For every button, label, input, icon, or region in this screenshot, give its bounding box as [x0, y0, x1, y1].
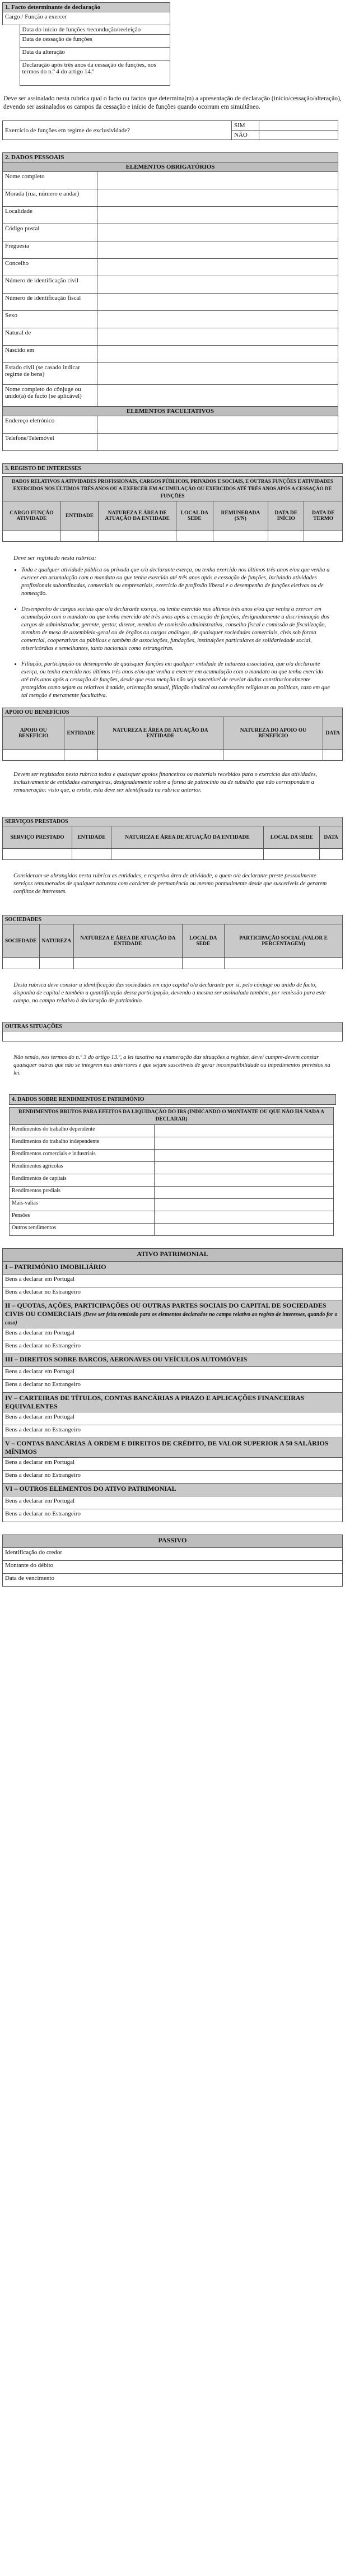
ativo-section — [3, 1300, 343, 1328]
facto-table — [2, 2, 170, 86]
passivo-row[interactable]: Montante do débito — [3, 1561, 343, 1574]
registo-lead: Deve ser registado nesta rubrica: — [13, 555, 97, 561]
rendimento-label: Rendimentos de capitais — [10, 1174, 155, 1187]
outras-note: Não sendo, nos termos do n.º 3 do artigo 13.º, a lei taxativa na enumeração das situações a registar, deve/ cumpre-devem constar quaisquer outras que não se integrem nas anteriores e que sejam suscetíveis de gerar incompatibilidade ou impedimentos previstos na lei. — [13, 1054, 330, 1076]
ativo-section: IV – CARTEIRAS DE TÍTULOS, CONTAS BANCÁRIAS A PRAZO E APLICAÇÕES FINANCEIRAS EQUIVALENTES — [3, 1393, 343, 1412]
ativo-title: ATIVO PATRIMONIAL — [3, 1249, 343, 1262]
ativo-row[interactable]: Bens a declarar em Portugal — [3, 1496, 343, 1509]
ativo-row[interactable]: Bens a declarar no Estrangeiro — [3, 1341, 343, 1354]
rendimento-label: Mais-valias — [10, 1199, 155, 1211]
field-label: Código postal — [3, 224, 97, 241]
field-input[interactable] — [97, 224, 338, 241]
data-alteracao-row: Data da alteração — [20, 48, 170, 61]
ativo-row[interactable]: Bens a declarar em Portugal — [3, 1328, 343, 1341]
field-label: Estado civil (se casado indicar regime de bens) — [3, 363, 97, 385]
bullet-item: • Filiação, participação ou desempenho de quaisquer funções em qualquer entidade de natureza associativa, que o/a declarante exerça, ou tenha exercido nos últimos três anos e/ou que venha a exercer em acumulação com o mandato ou que tenha exercido até três anos após a cessação de funções, desde que essa menção não seja suscetível de revelar dados constitucionalmente protegidos como sejam os relativos à saúde, orientação sexual, filiação sindical ou convicções religiosas ou políticas, caso em que tal menção é meramente facultativa. — [21, 661, 332, 700]
field-input[interactable] — [97, 172, 338, 189]
field-label: Endereço eletrónico — [3, 416, 97, 434]
field-label: Concelho — [3, 259, 97, 276]
passivo-row[interactable]: Data de vencimento — [3, 1574, 343, 1587]
col-header: NATUREZA DO APOIO OU BENEFÍCIO — [223, 717, 323, 750]
col-header: PARTICIPAÇÃO SOCIAL (VALOR E PERCENTAGEM) — [225, 924, 343, 958]
field-input[interactable] — [97, 259, 338, 276]
bullet-item: • Desempenho de cargos sociais que o/a declarante exerça, ou tenha exercido nos últimos três anos e/ou que venha a exercer em acumulação com o mandato ou que tenha exercido até três anos após a cessação de funções, designadamente a discriminação dos cargos de administrador, gerente, gestor, diretor, membro de comissão administrativa, conselho fiscal e comissão de fiscalização, membro de mesa de assembleia-geral ou de órgãos ou cargos análogos, de quaisquer sociedades comerciais, civis sob forma comercial, cooperativas ou públicas e também de associações, fundações, instituições particulares de solidariedade social, misericórdias e semelhantes, tanto nacionais como estrangeiras. — [21, 606, 332, 653]
optional-header: ELEMENTOS FACULTATIVOS — [3, 407, 338, 416]
field-input[interactable] — [97, 434, 338, 451]
ativo-row[interactable]: Bens a declarar no Estrangeiro — [3, 1287, 343, 1300]
ativo-section-note: (Deve ser feita remissão para os elementos declarados no campo relativo ao registo de interesses, quando for o caso) — [5, 1312, 338, 1326]
ativo-section: VI – OUTROS ELEMENTOS DO ATIVO PATRIMONIAL — [3, 1484, 343, 1496]
field-label: Telefone/Telemóvel — [3, 434, 97, 451]
rendimentos-header: RENDIMENTOS BRUTOS PARA EFEITOS DA LIQUIDAÇÃO DO IRS (INDICANDO O MONTANTE OU QUE NÃO HÁ NADA A DECLARAR) — [10, 1108, 334, 1125]
outras-title: OUTRAS SITUAÇÕES — [3, 1022, 343, 1031]
field-input[interactable] — [97, 241, 338, 259]
section-title: 1. Facto determinante de declaração — [3, 3, 170, 12]
rendimento-label: Rendimentos agrícolas — [10, 1162, 155, 1174]
servicos-title: SERVIÇOS PRESTADOS — [3, 817, 343, 826]
ativo-row[interactable]: Bens a declarar em Portugal — [3, 1367, 343, 1380]
field-label: Nome completo do cônjuge ou unido(a) de facto (se aplicável) — [3, 385, 97, 407]
field-label: Localidade — [3, 207, 97, 224]
ativo-section-name: II – QUOTAS, AÇÕES, PARTICIPAÇÕES OU OUTRAS PARTES SOCIAIS DO CAPITAL DE SOCIEDADES CIVIS OU COMERCIAIS — [5, 1301, 327, 1318]
field-label: Natural de — [3, 328, 97, 346]
field-label: Número de identificação civil — [3, 276, 97, 294]
section-title: 2. DADOS PESSOAIS — [3, 153, 338, 162]
field-label: Freguesia — [3, 241, 97, 259]
col-header: DATA DE INÍCIO — [268, 501, 304, 531]
sim-checkbox[interactable] — [259, 121, 338, 131]
col-header: NATUREZA E ÁREA DE ATUAÇÃO DA ENTIDADE — [111, 826, 263, 849]
rendimento-label: Outros rendimentos — [10, 1224, 155, 1236]
col-header: ENTIDADE — [72, 826, 111, 849]
field-input[interactable] — [97, 363, 338, 385]
passivo-table — [2, 1535, 343, 1587]
servicos-table — [2, 817, 343, 860]
section-title: 4. DADOS SOBRE RENDIMENTOS E PATRIMÓNIO — [9, 1094, 336, 1105]
sim-label: SIM — [232, 121, 259, 131]
ativo-row[interactable]: Bens a declarar no Estrangeiro — [3, 1509, 343, 1522]
declaration-form — [2, 2, 343, 1587]
col-header: SOCIEDADE — [3, 924, 40, 958]
col-header: CARGO FUNÇÃO ATIVIDADE — [3, 501, 61, 531]
field-input[interactable] — [97, 189, 338, 207]
ativo-table — [2, 1248, 343, 1522]
apoios-title: APOIO OU BENEFÍCIOS — [3, 708, 343, 717]
ativo-row[interactable]: Bens a declarar no Estrangeiro — [3, 1471, 343, 1484]
col-header: NATUREZA E ÁREA DE ATUAÇÃO DA ENTIDADE — [99, 501, 176, 531]
col-header: APOIO OU BENEFÍCIO — [3, 717, 64, 750]
col-header: LOCAL DA SEDE — [264, 826, 320, 849]
field-input[interactable] — [97, 328, 338, 346]
field-input[interactable] — [97, 346, 338, 363]
col-header: NATUREZA — [39, 924, 74, 958]
field-input[interactable] — [97, 311, 338, 328]
col-header: NATUREZA E ÁREA DE ATUAÇÃO DA ENTIDADE — [74, 924, 182, 958]
bullet-item: • Toda e qualquer atividade pública ou privada que o/a declarante exerça, ou tenha exercido nos últimos três anos e/ou que venha a exercer em acumulação com o mandato ou que tenha exercido até três anos após a cessação de funções, incluindo atividades profissionais subordinadas, comerciais ou empresariais, exercício de profissão liberal e o desempenho de funções eletivas ou de nomeação. — [21, 566, 332, 598]
outras-table — [2, 1022, 343, 1041]
sociedades-title: SOCIEDADES — [3, 915, 343, 924]
section-title: 3. REGISTO DE INTERESSES — [2, 463, 343, 474]
cargo-row: Cargo / Função a exercer — [3, 12, 170, 25]
col-header: DATA — [323, 717, 343, 750]
sociedades-note: Desta rubrica deve constar a identificação das sociedades em cujo capital o/a declarante por si, pelo cônjuge ou unido de facto, disponha de capital e também a quantificação dessa participação, devendo a mesma ser assinalada também, por remissão para este campo, no campo relativo à declaração de património. — [13, 982, 326, 1004]
col-header: DATA — [320, 826, 343, 849]
ativo-row[interactable]: Bens a declarar no Estrangeiro — [3, 1380, 343, 1393]
mandatory-header: ELEMENTOS OBRIGATÓRIOS — [3, 162, 338, 172]
field-label: Sexo — [3, 311, 97, 328]
exclusividade-table — [2, 120, 338, 140]
field-label: Número de identificação fiscal — [3, 294, 97, 311]
col-header: LOCAL DA SEDE — [182, 924, 225, 958]
col-header: ENTIDADE — [60, 501, 98, 531]
rendimento-label: Rendimentos comerciais e industriais — [10, 1150, 155, 1162]
col-header: SERVIÇO PRESTADO — [3, 826, 72, 849]
servicos-note: Consideram-se abrangidos nesta rubrica as entidades, e respetiva área de atividade, a quem o/a declarante preste pessoalmente serviços remunerados de qualquer natureza com carácter de permanência ou mesmo pontualmente desde que suscetíveis de gerarem conflitos de interesses. — [13, 873, 327, 895]
nao-label: NÃO — [232, 131, 259, 140]
apoios-note: Devem ser registados nesta rubrica todos e quaisquer apoios financeiros ou materiais recebidos para o exercício das atividades, inclusivamente de entidades estrangeiras, designadamente sobre a forma de patrocínio ou de subsídio que não correspondam a remuneração; visto que, a existir, esta deve ser identificada na rubrica anterior. — [13, 771, 318, 793]
col-header: REMUNERADA (S/N) — [213, 501, 268, 531]
field-input[interactable] — [97, 385, 338, 407]
rendimento-label: Pensões — [10, 1211, 155, 1224]
apoios-table — [2, 708, 343, 761]
ativo-row[interactable]: Bens a declarar em Portugal — [3, 1275, 343, 1287]
field-label: Morada (rua, número e andar) — [3, 189, 97, 207]
field-label: Nascido em — [3, 346, 97, 363]
registo-subtitle: DADOS RELATIVOS A ATIVIDADES PROFISSIONAIS, CARGOS PÚBLICOS, PRIVADOS E SOCIAIS, E OUTRAS FUNÇÕES E ATIVIDADES EXERCIDOS NOS ÚLTIMOS TRÊS ANOS OU A EXERCER EM ACUMULAÇÃO OU EXERCIDOS ATÉ TRÊS ANOS APÓS A CESSAÇÃO DE FUNÇÕES — [3, 477, 343, 501]
ativo-section: V – CONTAS BANCÁRIAS À ORDEM E DIREITOS DE CRÉDITO, DE VALOR SUPERIOR A 50 SALÁRIOS MÍNIMOS — [3, 1438, 343, 1458]
rendimento-label: Rendimentos prediais — [10, 1187, 155, 1199]
registo-bullets — [13, 566, 332, 700]
field-input[interactable] — [97, 276, 338, 294]
ativo-row[interactable]: Bens a declarar no Estrangeiro — [3, 1425, 343, 1438]
rendimento-label: Rendimentos do trabalho independente — [10, 1137, 155, 1150]
col-header: NATUREZA E ÁREA DE ATUAÇÃO DA ENTIDADE — [97, 717, 223, 750]
declaracao-apos-row: Declaração após três anos da cessação de funções, nos termos do n.º 4 do artigo 14.º — [20, 61, 170, 86]
data-cessacao-row: Data de cessação de funções — [20, 35, 170, 48]
field-label: Nome completo — [3, 172, 97, 189]
registo-interesses-table — [2, 476, 343, 542]
col-header: ENTIDADE — [64, 717, 97, 750]
field-input[interactable] — [97, 416, 338, 434]
ativo-section: I – PATRIMÓNIO IMOBILIÁRIO — [3, 1262, 343, 1275]
data-inicio-row: Data do início de funções /recondução/reeleição — [20, 25, 170, 35]
passivo-row[interactable]: Identificação do credor — [3, 1548, 343, 1561]
col-header: DATA DE TERMO — [304, 501, 343, 531]
field-input[interactable] — [97, 207, 338, 224]
rendimento-label: Rendimentos do trabalho dependente — [10, 1125, 155, 1137]
intro-text: Deve ser assinalado nesta rubrica qual o facto ou factos que determina(m) a apresentação de declaração (início/cessação/alteração), devendo ser assinalados os campos da cessação e início de funções quando ocorram em simultâneo. — [3, 95, 342, 110]
sociedades-table — [2, 915, 343, 969]
nao-checkbox[interactable] — [259, 131, 338, 140]
ativo-row[interactable]: Bens a declarar em Portugal — [3, 1458, 343, 1471]
field-input[interactable] — [97, 294, 338, 311]
col-header: LOCAL DA SEDE — [176, 501, 213, 531]
dados-pessoais-table — [2, 152, 338, 451]
passivo-title: PASSIVO — [3, 1535, 343, 1548]
ativo-row[interactable]: Bens a declarar em Portugal — [3, 1412, 343, 1425]
rendimentos-table — [9, 1107, 334, 1236]
ativo-section: III – DIREITOS SOBRE BARCOS, AERONAVES OU VEÍCULOS AUTOMÓVEIS — [3, 1354, 343, 1367]
exclusividade-question: Exercício de funções em regime de exclusividade? — [3, 121, 232, 140]
